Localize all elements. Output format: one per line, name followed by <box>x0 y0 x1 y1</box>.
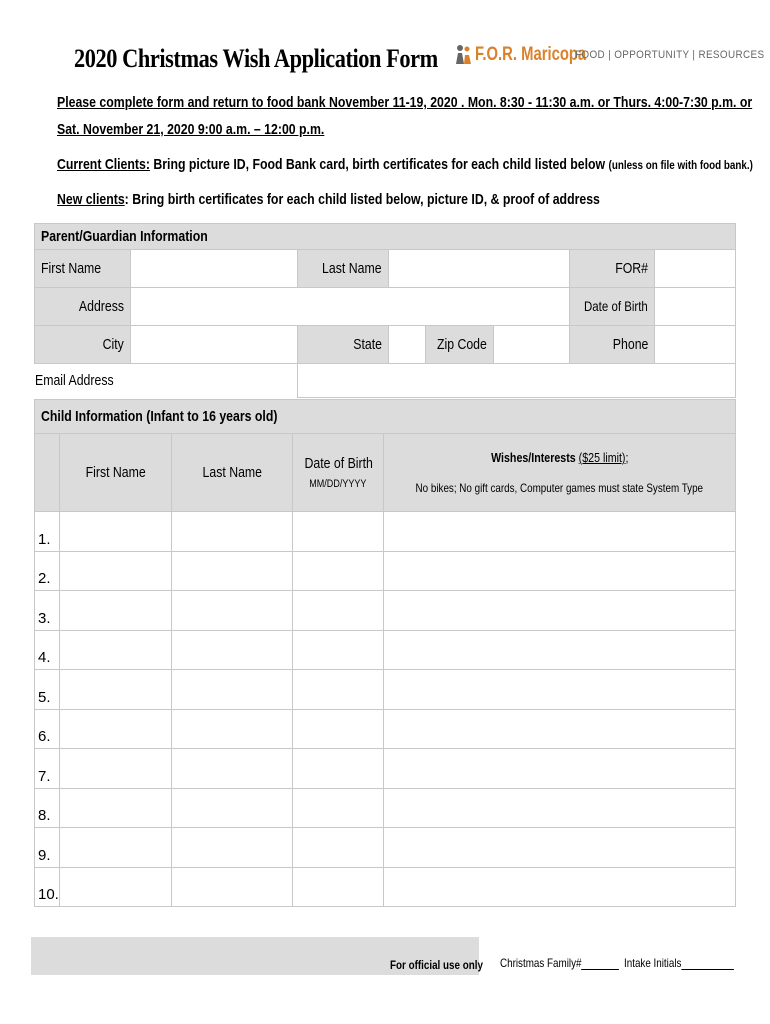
logo <box>455 40 770 70</box>
last-name-label: Last Name <box>297 250 388 288</box>
child-wishes-field[interactable] <box>384 788 736 828</box>
city-label: City <box>35 326 131 364</box>
child-row-number: 1. <box>35 512 60 552</box>
child-last-name-field[interactable] <box>172 670 293 710</box>
state-label: State <box>297 326 388 364</box>
current-clients-text: Bring picture ID, Food Bank card, birth certificates for each child listed below <box>149 156 609 173</box>
child-first-name-field[interactable] <box>59 828 172 868</box>
child-dob-field[interactable] <box>293 709 384 749</box>
child-first-name-field[interactable] <box>59 867 172 907</box>
child-row-number: 9. <box>35 828 60 868</box>
child-last-name-field[interactable] <box>172 867 293 907</box>
child-dob-field[interactable] <box>293 828 384 868</box>
current-clients-subnote: (unless on file with food bank.) <box>608 158 753 172</box>
instructions-line-2: Sat. November 21, 2020 9:00 a.m. – 12:00 p.m. <box>57 121 325 138</box>
child-information-table <box>34 399 736 907</box>
child-last-name-field[interactable] <box>172 551 293 591</box>
child-last-name-field[interactable] <box>172 512 293 552</box>
date-of-birth-label: Date of Birth <box>570 288 655 326</box>
child-row-number: 3. <box>35 591 60 631</box>
child-first-name-field[interactable] <box>59 788 172 828</box>
child-last-name-field[interactable] <box>172 709 293 749</box>
family-logo-icon <box>455 44 473 66</box>
zip-code-field[interactable] <box>493 326 569 364</box>
child-dob-field[interactable] <box>293 512 384 552</box>
child-row-number: 2. <box>35 551 60 591</box>
christmas-family-blank[interactable] <box>581 969 619 970</box>
child-last-name-field[interactable] <box>172 788 293 828</box>
child-dob-field[interactable] <box>293 749 384 789</box>
child-dob-field[interactable] <box>293 591 384 631</box>
child-wishes-field[interactable] <box>384 828 736 868</box>
intake-initials: Intake Initials <box>624 956 734 970</box>
child-row-number: 8. <box>35 788 60 828</box>
child-wishes-field[interactable] <box>384 551 736 591</box>
new-clients-text: : Bring birth certificates for each child listed below, picture ID, & proof of address <box>124 191 600 208</box>
parent-section-heading: Parent/Guardian Information <box>35 224 736 250</box>
child-last-name-header: Last Name <box>172 434 293 512</box>
parent-dob-field[interactable] <box>655 288 736 326</box>
child-wishes-field[interactable] <box>384 709 736 749</box>
current-clients-note <box>57 156 753 173</box>
phone-label: Phone <box>570 326 655 364</box>
new-clients-label: New clients <box>57 191 125 208</box>
child-first-name-field[interactable] <box>59 630 172 670</box>
child-row <box>35 709 736 749</box>
child-first-name-field[interactable] <box>59 512 172 552</box>
parent-last-name-field[interactable] <box>388 250 569 288</box>
address-field[interactable] <box>130 288 569 326</box>
for-number-label: FOR# <box>570 250 655 288</box>
wishes-limit: ($25 limit) <box>578 450 626 465</box>
child-row-number: 10. <box>35 867 60 907</box>
child-wishes-field[interactable] <box>384 749 736 789</box>
child-row <box>35 749 736 789</box>
address-label: Address <box>35 288 131 326</box>
email-address-field[interactable] <box>130 364 297 398</box>
child-row <box>35 512 736 552</box>
intake-initials-blank[interactable] <box>681 969 733 970</box>
state-field[interactable] <box>388 326 425 364</box>
email-address-label: Email Address <box>34 372 114 390</box>
wishes-interests-header: Wishes/Interests ($25 limit); No bikes; No gift cards, Computer games must state System Type <box>384 434 736 512</box>
child-wishes-field[interactable] <box>384 591 736 631</box>
child-last-name-field[interactable] <box>172 591 293 631</box>
child-last-name-field[interactable] <box>172 630 293 670</box>
child-row <box>35 630 736 670</box>
child-last-name-field[interactable] <box>172 828 293 868</box>
instructions-line-1: Please complete form and return to food bank November 11-19, 2020 . Mon. 8:30 - 11:30 a.m. or Thurs. 4:00-7:30 p.m. or <box>57 94 753 111</box>
child-first-name-header: First Name <box>59 434 172 512</box>
phone-field[interactable] <box>655 326 736 364</box>
row-number-header <box>35 434 60 512</box>
first-name-label: First Name <box>35 250 131 288</box>
for-number-field[interactable] <box>655 250 736 288</box>
child-dob-header: Date of Birth MM/DD/YYYY <box>293 434 384 512</box>
logo-tagline: FOOD | OPPORTUNITY | RESOURCES <box>575 49 765 61</box>
child-first-name-field[interactable] <box>59 551 172 591</box>
zip-code-label: Zip Code <box>426 326 494 364</box>
child-row <box>35 788 736 828</box>
child-row <box>35 867 736 907</box>
child-wishes-field[interactable] <box>384 630 736 670</box>
new-clients-note <box>57 191 600 208</box>
child-last-name-field[interactable] <box>172 749 293 789</box>
child-first-name-field[interactable] <box>59 749 172 789</box>
logo-brand: F.O.R. Maricopa <box>475 44 587 65</box>
child-wishes-field[interactable] <box>384 670 736 710</box>
parent-guardian-table <box>34 223 736 398</box>
parent-first-name-field[interactable] <box>130 250 297 288</box>
child-row <box>35 828 736 868</box>
city-field[interactable] <box>130 326 297 364</box>
child-row <box>35 551 736 591</box>
child-dob-field[interactable] <box>293 670 384 710</box>
child-row-number: 4. <box>35 630 60 670</box>
wishes-note: No bikes; No gift cards, Computer games must state System Type <box>415 481 704 495</box>
child-dob-field[interactable] <box>293 867 384 907</box>
page-title: 2020 Christmas Wish Application Form <box>74 44 438 73</box>
current-clients-label: Current Clients: <box>57 156 150 173</box>
child-first-name-field[interactable] <box>59 670 172 710</box>
child-section-heading: Child Information (Infant to 16 years old) <box>35 400 736 434</box>
child-row-number: 6. <box>35 709 60 749</box>
child-dob-field[interactable] <box>293 551 384 591</box>
child-row-number: 7. <box>35 749 60 789</box>
child-wishes-field[interactable] <box>384 867 736 907</box>
child-row <box>35 591 736 631</box>
dob-format-hint: MM/DD/YYYY <box>309 478 367 490</box>
email-address-field-extended[interactable] <box>297 364 735 398</box>
christmas-family-number: Christmas Family# <box>500 956 619 970</box>
child-dob-field[interactable] <box>293 788 384 828</box>
child-row <box>35 670 736 710</box>
child-wishes-field[interactable] <box>384 512 736 552</box>
child-first-name-field[interactable] <box>59 591 172 631</box>
child-first-name-field[interactable] <box>59 709 172 749</box>
child-dob-field[interactable] <box>293 630 384 670</box>
child-row-number: 5. <box>35 670 60 710</box>
official-use-label: For official use only <box>390 958 483 972</box>
